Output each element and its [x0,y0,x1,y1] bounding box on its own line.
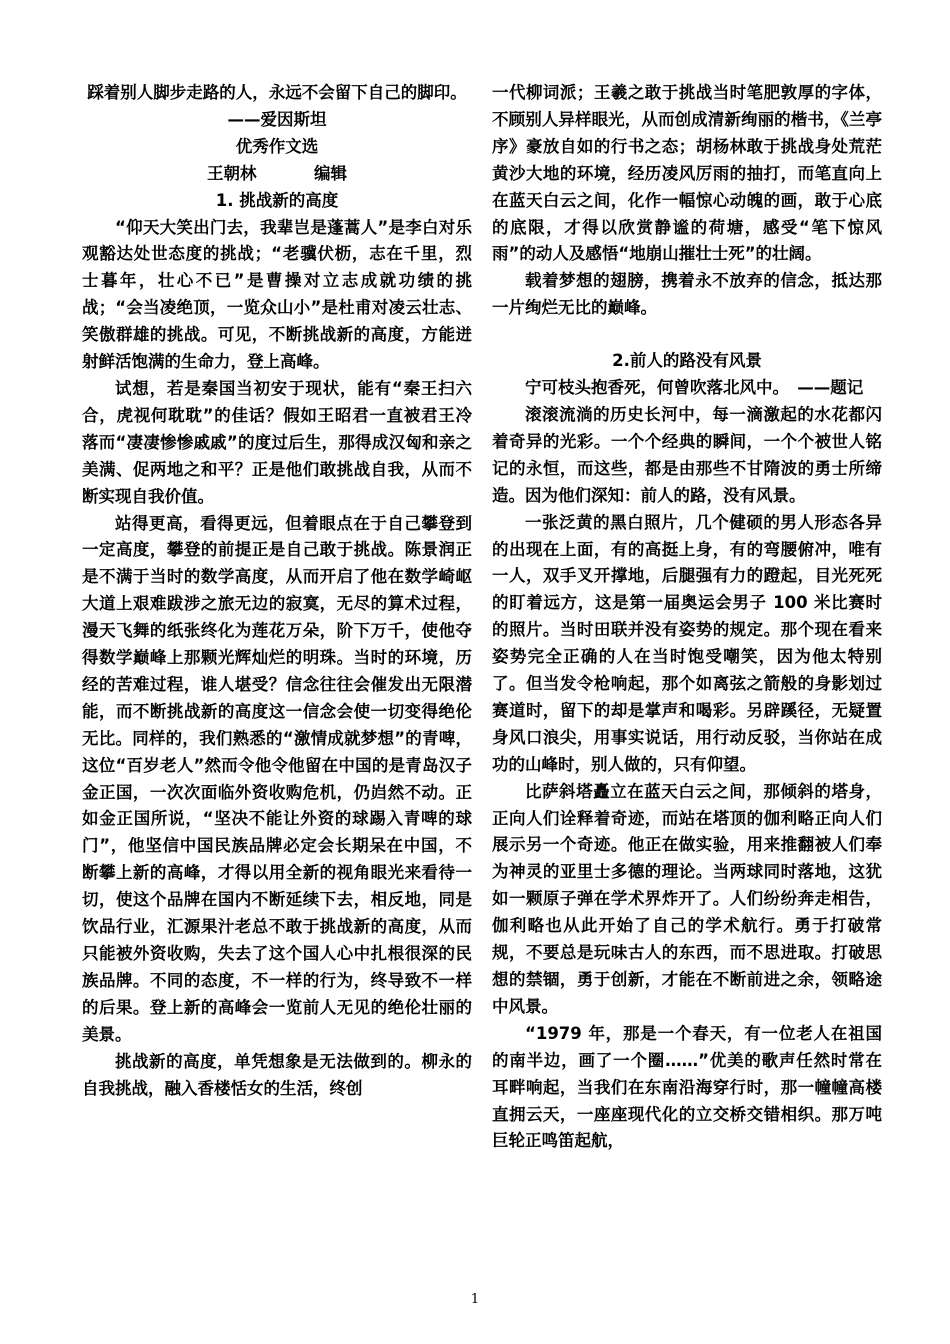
body-paragraph: 比萨斜塔矗立在蓝天白云之间，那倾斜的塔身，正向人们诠释着奇迹，而站在塔顶的伽利略正向人们展示另一个奇迹。他正在做实验，用来推翻被人们奉为神灵的亚里士多德的理论。当两球同时落地，这犹如一颗原子弹在学术界炸开了。人们纷纷奔走相告，伽利略也从此开始了自己的学术航行。勇于打破常规，不要总是玩味古人的东西，而不思进取。打破思想的禁锢，勇于创新，才能在不断前进之余，领略途中风景。 [492,781,882,1016]
body-paragraph: 载着梦想的翅膀，携着永不放弃的信念，抵达那一片绚烂无比的巅峰。 [492,271,882,318]
section-title-1: 1. 挑战新的高度 [215,190,339,210]
body-paragraph: 一代柳词派；王羲之敢于挑战当时笔肥敦厚的字体，不顾别人异样眼光，从而创成清新绚丽的楷书，《兰亭序》豪放自如的行书之态；胡杨林敢于挑战身处荒茫黄沙大地的环境，经历凌风厉雨的抽打，而笔直向上在蓝天白云之间，化作一幅惊心动魄的画，敢于心底的底限，才得以欣赏静谧的荷塘，感受“笔下惊风雨”的动人及感悟“地崩山摧壮士死”的壮阔。 [492,83,882,264]
body-paragraph: 挑战新的高度，单凭想象是无法做到的。柳永的自我挑战，融入香楼恬女的生活，终创 [82,1051,472,1098]
left-column [82,80,472,1102]
body-paragraph: “仰天大笑出门去，我辈岂是蓬蒿人”是李白对乐观豁达处世态度的挑战；“老骥伏枥，志在千里，烈士暮年，壮心不已”是曹操对立志成就功绩的挑战；“会当凌绝顶，一览众山小”是杜甫对凌云壮志、笑傲群雄的挑战。可见，不断挑战新的高度，方能迸射鲜活饱满的生命力，登上高峰。 [82,217,472,372]
body-paragraph: “1979 年，那是一个春天，有一位老人在祖国的南半边，画了一个圈……”优美的歌声任然时常在耳畔响起，当我们在东南沿海穿行时，那一幢幢高楼直拥云天，一座座现代化的立交桥交错相织。那万吨巨轮正鸣笛起航， [492,1023,882,1151]
page-number: 1 [470,1292,480,1307]
body-paragraph: 试想，若是秦国当初安于现状，能有“秦王扫六合，虎视何耽耽”的佳话？假如王昭君一直被君王冷落而“凄凄惨惨戚戚”的度过后生，那得成汉匈和亲之美满、促两地之和平？正是他们敢挑战自我，从而不断实现自我价值。 [82,378,472,506]
collection-title: 优秀作文选 [235,136,319,156]
body-paragraph: 一张泛黄的黑白照片，几个健硕的男人形态各异的出现在上面，有的高挺上身，有的弯腰俯冲，唯有一人，双手叉开撑地，后腿强有力的蹬起，目光死死的盯着远方，这是第一届奥运会男子 100 米比赛时的照片。当时田联并没有姿势的规定。那个现在看来姿势完全正确的人在当时饱受嘲笑，因为他太特别了。但当发令枪响起，那个如离弦之箭般的身影划过赛道时，留下的却是掌声和喝彩。另辟蹊径，无疑置身风口浪尖，用事实说话，用行动反驳，当你站在成功的山峰时，别人做的，只有仰望。 [492,512,882,774]
section-title-2: 2.前人的路没有风景 [612,351,762,371]
right-column [492,80,882,1155]
quote-author: ——爱因斯坦 [227,109,327,129]
body-paragraph: 站得更高，看得更远，但着眼点在于自己攀登到一定高度，攀登的前提正是自己敢于挑战。陈景润正是不满于当时的数学高度，从而开启了他在数学崎岖大道上艰难跋涉之旅无边的寂寞，无尽的算术过程，漫天飞舞的纸张终化为莲花万朵，阶下万千，使他夺得数学巅峰上那颗光辉灿烂的明珠。当时的环境，历经的苦难过程，谁人堪受？信念往往会催发出无限潜能，而不断挑战新的高度这一信念会使一切变得绝伦无比。同样的，我们熟悉的“激情成就梦想”的青啤，这位“百岁老人”然而令他令他留在中国的是青岛汉子金正国，一次次面临外资收购危机，仍岿然不动。正如金正国所说，“坚决不能让外资的球踢入青啤的球门”，他坚信中国民族品牌必定会长期呆在中国，不断攀上新的高峰，才得以用全新的视角眼光来看待一切，使这个品牌在国内不断延续下去，相反地，同是饮品行业，汇源果汁老总不敢于挑战新的高度，从而只能被外资收购，失去了这个国人心中扎根很深的民族品牌。不同的态度，不一样的行为，终导致不一样的后果。登上新的高峰会一览前人无见的绝伦壮丽的美景。 [82,513,472,1044]
opening-quote: 踩着别人脚步走路的人，永远不会留下自己的脚印。 [87,83,467,102]
section-epigraph: 宁可枝头抱香死，何曾吹落北风中。 ——题记 [525,378,864,398]
editor-credit: 王朝林 编辑 [207,163,347,183]
body-paragraph: 滚滚流淌的历史长河中，每一滴激起的水花都闪着奇异的光彩。一个个经典的瞬间，一个个被世人铭记的永恒，而这些，都是由那些不甘隋波的勇士所缔造。因为他们深知：前人的路，没有风景。 [492,404,882,505]
section-spacer [492,322,882,348]
